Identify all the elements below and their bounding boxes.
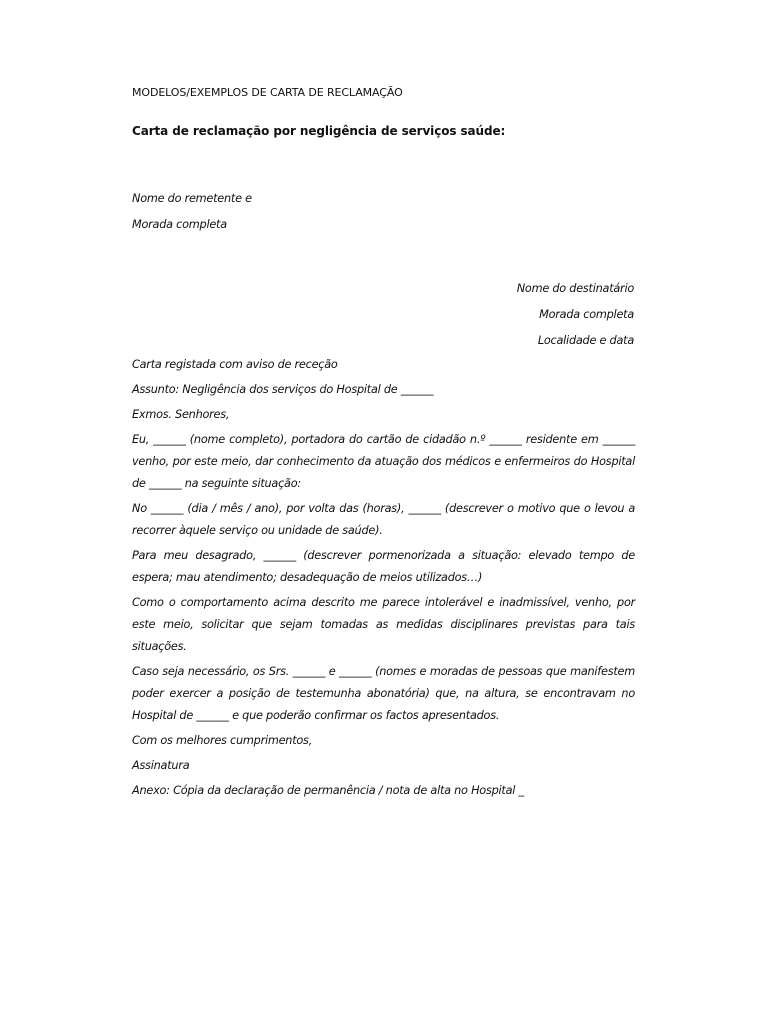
registered-mail-note: Carta registada com aviso de receção [132,358,338,371]
recipient-place-date: Localidade e data [537,334,634,347]
paragraph-witnesses: Caso seja necessário, os Srs. ______ e ______ (nomes e moradas de pessoas que manifestem poder exercer a posição de testemunha abonatória) que, na altura, se encontravam no Hospital de ______ e que poderão confirmar os factos apresentados. [132,665,635,722]
sender-name: Nome do remetente e [132,192,252,205]
closing: Com os melhores cumprimentos, [132,734,313,747]
recipient-address: Morada completa [539,308,634,321]
paragraph-situation: Para meu desagrado, ______ (descrever pormenorizada a situação: elevado tempo de espera; mau atendimento; desadequação de meios utilizados…) [132,549,635,584]
paragraph-request: Como o comportamento acima descrito me parece intolerável e inadmissível, venho, por este meio, solicitar que sejam tomadas as medidas disciplinares previstas para tais situações. [132,596,635,653]
letter-body [132,354,635,805]
recipient-name: Nome do destinatário [516,282,634,295]
paragraph-date-reason: No ______ (dia / mês / ano), por volta das (horas), ______ (descrever o motivo que o levou a recorrer àquele serviço ou unidade de saúde). [132,502,635,537]
page-header: MODELOS/EXEMPLOS DE CARTA DE RECLAMAÇÃO [132,86,403,99]
signature: Assinatura [132,759,190,772]
salutation: Exmos. Senhores, [132,408,230,421]
letter-title: Carta de reclamação por negligência de serviços saúde: [132,124,506,138]
sender-block [132,188,252,240]
recipient-block [517,278,634,356]
sender-address: Morada completa [132,218,227,231]
subject-line: Assunto: Negligência dos serviços do Hospital de ______ [132,383,434,396]
paragraph-identification: Eu, ______ (nome completo), portadora do cartão de cidadão n.º ______ residente em ______ venho, por este meio, dar conhecimento da atuação dos médicos e enfermeiros do Hospital de ______ na seguinte situação: [132,433,635,490]
annex-line: Anexo: Cópia da declaração de permanência / nota de alta no Hospital _ [132,784,524,797]
